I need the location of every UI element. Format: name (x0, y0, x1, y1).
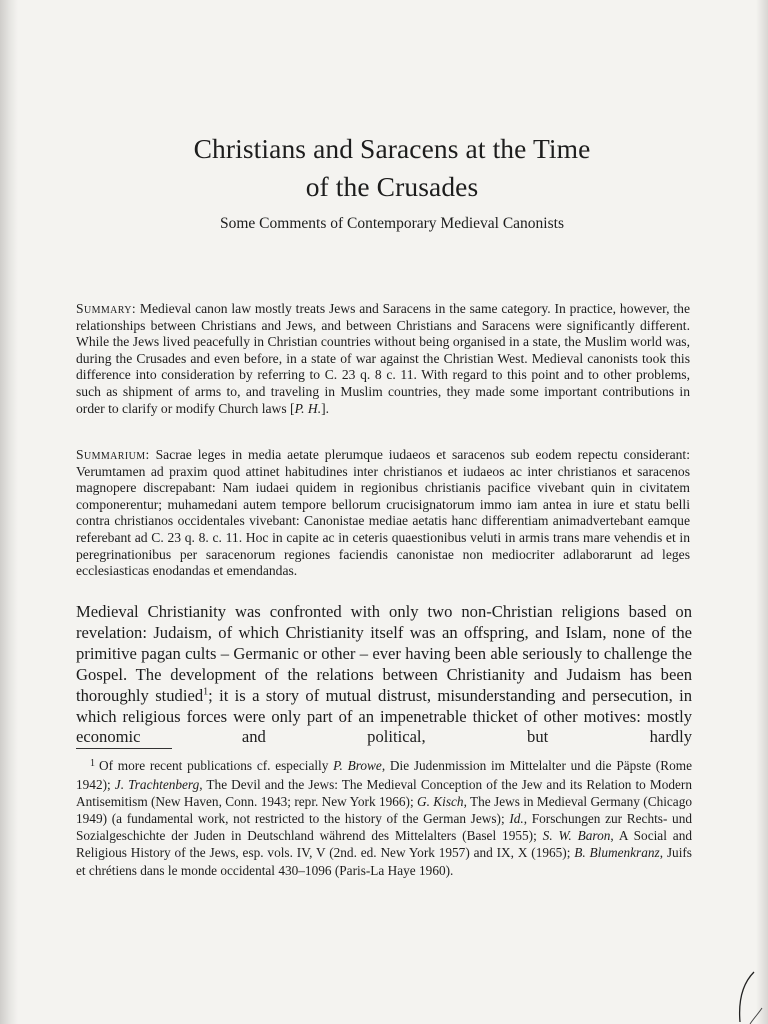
summarium-text: Sacrae leges in media aetate plerumque iudaeos et saracenos sub eodem repectu considerant: Verumtamen ad praxim quod attinet habitudines inter christianos et iudaeos ac inter christianos et saracenos magnopere discrepabant: Nam iudaei quidem in regionibus christianis pacifice vivebant quin in civitatem componerentur; muhamedani autem tempore bellorum crucisignatorum immo iam antea in iure et statu belli contra christianos occidentales vivebant: Canonistae mediae aetatis hanc differentiam animadvertebant eamque referebant ad C. 23 q. 8. c. 11. Hoc in capite ac in ceteris quaestionibus veluti in armis trans mare vehendis et in peregrinationibus per saracenorum regiones faciendis canonistae non mediocriter adlaborarunt ad leges ecclesiasticas enodandas et emendandas. (76, 447, 690, 579)
footnote-author-6: B. Blumenkranz (574, 845, 660, 861)
footnote-author-4: Id. (509, 811, 524, 827)
body-text-a: Medieval Christianity was confronted with only two non-Christian religions based on revelation: Judaism, of which Christianity itself was an offspring, and Islam, none of the primitive pagan cults – Germanic or other – ever having been able seriously to challenge the Gospel. The development of the relations between Christianity and Judaism has been thoroughly studied (76, 602, 692, 705)
footnote-author-5: S. W. Baron (542, 828, 611, 844)
body-text-b: ; it is a story of mutual distrust, misunderstanding and persecution, in which religious forces were only part of an impenetrable thicket of other motives: mostly economic and political, but hardly (76, 685, 692, 747)
footnote-text-5: , Forschungen zur Rechts- und Sozialgeschichte der Juden in Deutschland während des Mittelalters (Basel 1955); (76, 811, 693, 844)
summarium-label: Summarium: (76, 447, 150, 462)
body-paragraph (76, 602, 692, 748)
summary-latin (76, 447, 690, 580)
footnote-mark: 1 (90, 758, 95, 769)
footnote-text-4: , The Jews in Medieval Germany (Chicago 1949) (a fundamental work, not restricted to the history of the German Jews); (76, 794, 693, 827)
footnote-text-1: Of more recent publications cf. especially (99, 758, 334, 773)
summary-label: Summary: (76, 301, 137, 316)
footnote-author-2: J. Trachtenberg (114, 777, 200, 793)
title-line-2: of the Crusades (305, 171, 479, 202)
summary-english (76, 301, 690, 417)
page-curl-mark (724, 968, 768, 1024)
summary-initials: P. H. (294, 400, 322, 416)
article-title (80, 130, 704, 206)
footnote-divider (76, 748, 172, 749)
summary-end: ]. (321, 400, 330, 416)
footnote-text-3: , The Devil and the Jews: The Medieval Conception of the Jew and its Relation to Modern Antisemitism (New Haven, Conn. 1943; repr. New York 1966); (76, 777, 692, 810)
footnote-author-1: P. Browe (333, 758, 382, 773)
footnote-reference[interactable]: 1 (203, 686, 209, 698)
footnote-text-7: , Juifs et chrétiens dans le monde occidental 430–1096 (Paris-La Haye 1960). (76, 845, 692, 878)
article-subtitle: Some Comments of Contemporary Medieval Canonists (220, 215, 564, 232)
title-line-1: Christians and Saracens at the Time (193, 133, 591, 164)
footnote-text-2: , Die Judenmission im Mittelalter und die Päpste (Rome 1942); (76, 758, 692, 793)
footnote-1 (76, 757, 692, 879)
footnote-author-3: G. Kisch (417, 794, 464, 810)
scan-shadow-left (0, 0, 18, 1024)
summary-text: Medieval canon law mostly treats Jews and Saracens in the same category. In practice, however, the relationships between Christians and Jews, and between Christians and Saracens were significantly different. While the Jews lived peacefully in Christian countries without being organised in a state, the Muslim world was, during the Crusades and even before, in a state of war against the Christian West. Medieval canonists took this difference into consideration by referring to C. 23 q. 8 c. 11. With regard to this point and to other problems, such as shipment of arms to, and traveling in Muslim countries, they made some important contributions in order to clarify or modify Church laws [ (76, 301, 690, 416)
scan-shadow-right (756, 0, 768, 1024)
footnote-text-6: , A Social and Religious History of the Jews, esp. vols. IV, V (2nd. ed. New York 1957) and IX, X (1965); (76, 828, 692, 861)
